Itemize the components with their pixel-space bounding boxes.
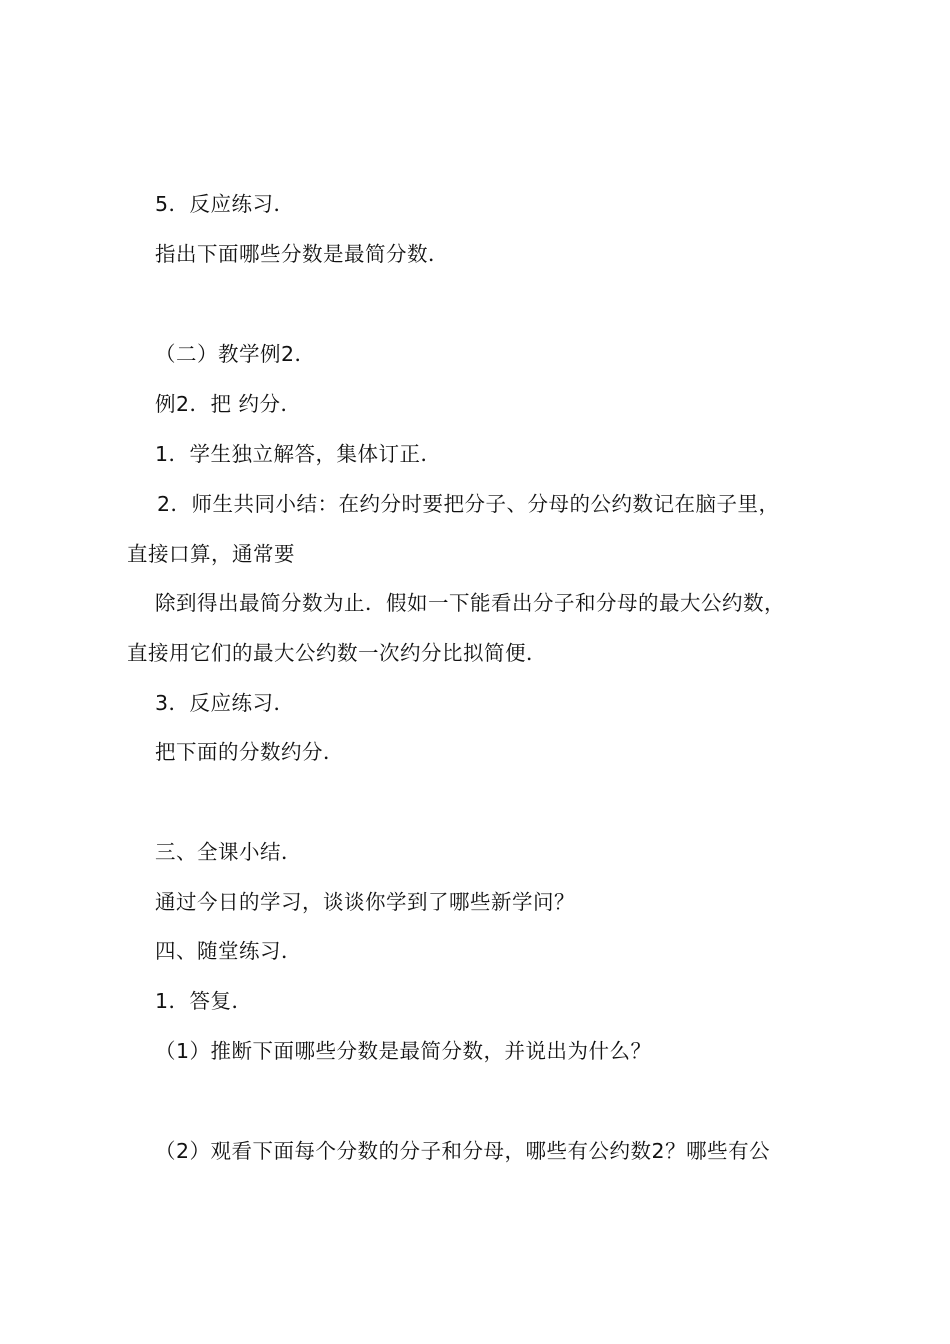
- paragraph-line: 除到得出最简分数为止．假如一下能看出分子和分母的最大公约数，: [155, 591, 785, 615]
- heading-practice-3: 3．反应练习．: [155, 691, 295, 715]
- paragraph-line: 例2．把 约分．: [155, 392, 302, 416]
- paragraph-line: 直接用它们的最大公约数一次约分比拟简便．: [127, 641, 547, 665]
- heading-summary: 三、全课小结．: [155, 840, 302, 864]
- paragraph-line: 直接口算，通常要: [127, 542, 295, 566]
- heading-exercises: 四、随堂练习．: [155, 939, 302, 963]
- paragraph-line: 通过今日的学习，谈谈你学到了哪些新学问？: [155, 890, 575, 914]
- paragraph-line: 指出下面哪些分数是最简分数．: [155, 242, 449, 266]
- heading-example-2: （二）教学例2．: [155, 342, 316, 366]
- paragraph-line: 把下面的分数约分．: [155, 740, 344, 764]
- paragraph-line: 2．师生共同小结：在约分时要把分子、分母的公约数记在脑子里，: [157, 492, 780, 516]
- heading-answer: 1．答复．: [155, 989, 253, 1013]
- paragraph-line: （2）观看下面每个分数的分子和分母，哪些有公约数2？哪些有公: [155, 1139, 771, 1163]
- heading-practice-5: 5．反应练习．: [155, 192, 295, 216]
- paragraph-line: （1）推断下面哪些分数是最简分数，并说出为什么？: [155, 1039, 652, 1063]
- paragraph-line: 1．学生独立解答，集体订正．: [155, 442, 442, 466]
